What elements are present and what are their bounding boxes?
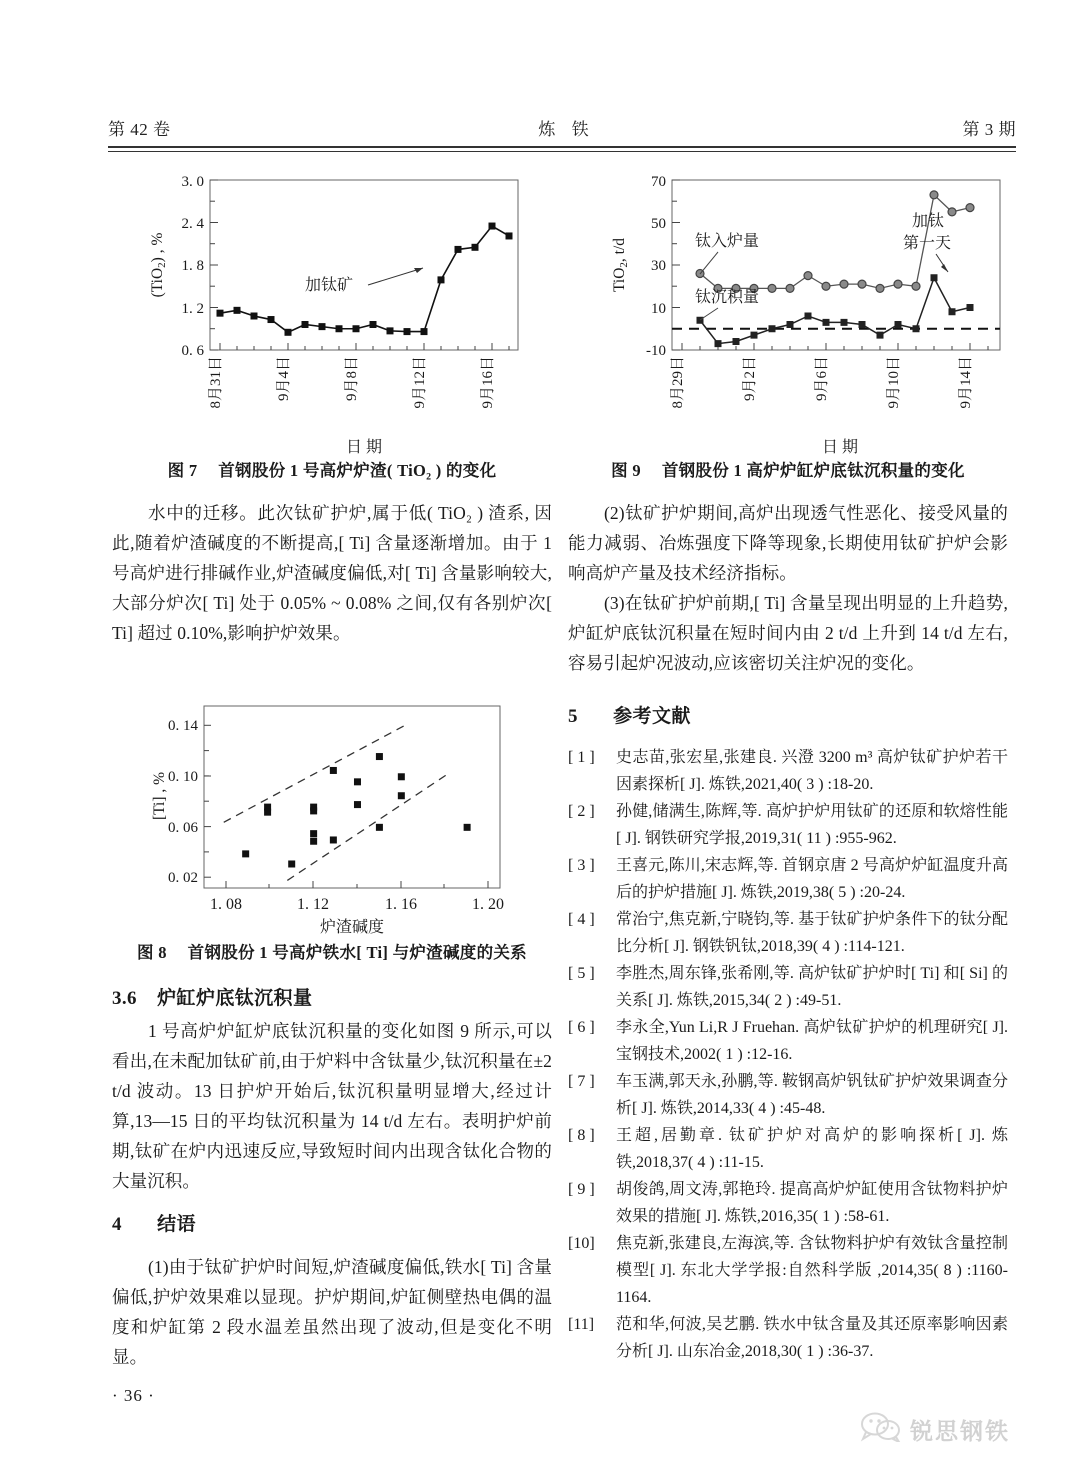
body-paragraph-2: 1 号高炉炉缸炉底钛沉积量的变化如图 9 所示,可以看出,在未配加钛矿前,由于炉料中含钛量少,钛沉积量在±2 t/d 波动。13 日护炉开始后,钛沉积量明显增大,经过计算,13—15 日的平均钛沉积量为 14 t/d 左右。表明护炉前期,钛矿在炉内迅速反应,导致短时间内出现含钛化合物的大量沉积。 [112,1021,552,1191]
data-point-marker [841,319,848,326]
journal-title: 炼 铁 [538,119,595,139]
reference-text: 范和华,何波,吴艺鹏. 铁水中钛含量及其还原率影响因素分析[ J]. 山东冶金,2018,30( 1 ) :36-37. [616,1316,1008,1360]
data-point-marker [302,321,309,328]
svg-text:加钛: 加钛 [912,213,945,230]
data-point-marker [310,807,317,814]
fig7-ytick-18: 1. 8 [181,258,204,274]
reference-item [568,960,1008,1014]
section-4-title: 结语 [157,1214,196,1235]
reference-item [568,1176,1008,1230]
figure-7-caption-text: 首钢股份 1 号高炉炉渣( TiO₂ ) 的变化 [218,461,497,480]
data-point-marker [822,282,830,290]
figure-8-caption-text: 首钢股份 1 号高炉铁水[ Ti] 与炉渣碱度的关系 [187,943,527,962]
reference-tag: [11] [568,1316,595,1333]
data-point-marker [285,329,292,336]
reference-text: 孙健,储满生,陈辉,等. 高炉护炉用钛矿的还原和软熔性能[ J]. 钢铁研究学报,2019,31( 11 ) :955-962. [616,803,1008,847]
fig7-svg [140,168,540,460]
figure-9-caption-text: 首钢股份 1 高炉炉缸炉底钛沉积量的变化 [661,461,965,480]
fig8-ytick-010: 0. 10 [168,769,198,785]
data-point-marker [895,321,902,328]
fig9-ytick-50: 50 [651,216,666,232]
reference-item [568,1311,1008,1365]
watermark-label: 锐思钢铁 [910,1419,1010,1445]
left-column-bottom [112,1208,552,1398]
section-5-heading [568,700,1008,734]
reference-item [568,1014,1008,1068]
reference-tag: [ 4 ] [568,911,595,928]
figure-8-caption [112,940,552,966]
figure-8-label: 图 8 [137,943,167,962]
fig8-xtick-108: 1. 08 [210,896,242,913]
figure-7-label: 图 7 [167,461,198,480]
data-point-marker [264,809,271,816]
page-number: · 36 · [112,1386,155,1405]
data-point-marker [912,282,920,290]
data-point-marker [967,304,974,311]
fig7-ytick-12: 1. 2 [181,301,204,317]
fig9-xtick-1: 9月2日 [742,356,758,402]
body-paragraph-1: 水中的迁移。此次钛矿护炉,属于低( TiO₂ ) 渣系, 因此,随着炉渣碱度的不断提高,[ Ti] 含量逐渐增加。由于 1 号高炉进行排碱作业,炉渣碱度偏低,对[ Ti] 含量影响较大,大部分炉次[ Ti] 处于 0.05% ~ 0.08% 之间,仅有各别炉次[ Ti] 超过 0.10%,影响护炉效果。 [112,503,552,643]
data-point-marker [398,792,405,799]
data-point-marker [715,340,722,347]
data-point-marker [823,319,830,326]
data-point-marker [217,310,224,317]
data-point-marker [354,778,361,785]
fig8-ytick-014: 0. 14 [168,718,198,734]
figure-9-label: 图 9 [611,461,641,480]
right-column-top [568,458,1008,1365]
data-point-marker [913,325,920,332]
reference-tag: [ 7 ] [568,1073,595,1090]
data-point-marker [948,208,956,216]
data-point-marker [506,232,513,239]
data-point-marker [336,325,343,332]
data-point-marker [387,327,394,334]
reference-text: 李永全,Yun Li,R J Fruehan. 高炉钛矿护炉的机理研究[ J]. 宝钢技术,2002( 1 ) :12-16. [616,1019,1008,1063]
reference-item [568,1068,1008,1122]
data-point-marker [489,223,496,230]
fig8-xtick-116: 1. 16 [385,896,417,913]
fig8-xtick-120: 1. 20 [472,896,504,913]
fig9-x-axis-title: 日 期 [821,439,859,456]
svg-text:钛沉积量: 钛沉积量 [695,289,760,306]
reference-item [568,798,1008,852]
data-point-marker [931,274,938,281]
data-point-marker [398,773,405,780]
data-point-marker [438,276,445,283]
fig7-xtick-4: 9月16日 [480,356,496,409]
data-point-marker [464,824,471,831]
data-point-marker [234,307,241,314]
fig8-svg [152,696,552,938]
data-point-marker [242,850,249,857]
svg-text:钛入炉量: 钛入炉量 [695,233,760,250]
reference-text: 胡俊鸽,周文涛,郭艳玲. 提高高炉炉缸使用含钛物料护炉效果的措施[ J]. 炼铁,2016,35( 1 ) :58-61. [616,1181,1008,1225]
reference-item [568,744,1008,798]
section-3-6-heading [112,982,552,1016]
fig7-xtick-1: 9月4日 [276,356,292,402]
wechat-icon [860,1412,902,1447]
reference-tag: [ 2 ] [568,803,595,820]
data-point-marker [751,332,758,339]
reference-tag: [ 6 ] [568,1019,595,1036]
reference-text: 车玉满,郭天永,孙鹏,等. 鞍钢高炉钒钛矿护炉效果调查分析[ J]. 炼铁,2014,33( 4 ) :45-48. [616,1073,1008,1117]
reference-list [568,744,1008,1365]
section-4-heading [112,1208,552,1242]
fig7-ytick-24: 2. 4 [181,216,204,232]
data-point-marker [268,316,275,323]
figure-7-chart [140,168,540,460]
conclusion-1: (1)由于钛矿护炉时间短,炉渣碱度偏低,铁水[ Ti] 含量偏低,护炉效果难以显现。护炉期间,炉缸侧壁热电偶的温度和炉缸第 2 段水温差虽然出现了波动,但是变化不明显。 [112,1257,552,1367]
fig9-y-axis-title: TiO2, t/d [611,237,630,293]
section-3-6-title: 炉缸炉底钛沉积量 [157,988,313,1009]
fig7-xtick-2: 9月8日 [344,356,360,402]
fig7-y-axis-title: (TiO2) , % [149,232,168,298]
data-point-marker [769,325,776,332]
data-point-marker [455,246,462,253]
reference-text: 常治宁,焦克新,宁晓钧,等. 基于钛矿护炉条件下的钛分配比分析[ J]. 钢铁钒钛,2018,39( 4 ) :114-121. [616,911,1008,955]
data-point-marker [330,767,337,774]
data-point-marker [354,801,361,808]
data-point-marker [404,328,411,335]
data-point-marker [353,325,360,332]
fig7-annotation-label: 加钛矿 [305,277,354,294]
section-5-number: 5 [568,706,578,727]
data-point-marker [733,338,740,345]
fig8-x-axis-title: 炉渣碱度 [319,919,385,936]
fig7-xtick-3: 9月12日 [412,356,428,409]
fig7-ytick-30: 3. 0 [181,174,204,190]
figure-9-caption [568,458,1008,484]
fig8-ytick-006: 0. 06 [168,820,198,836]
fig9-ytick-m10: -10 [646,343,666,359]
figure-9-chart [600,168,1020,460]
data-point-marker [876,284,884,292]
fig7-ytick-06: 0. 6 [181,343,204,359]
section-3-6-number: 3.6 [112,988,137,1009]
data-point-marker [805,313,812,320]
reference-text: 焦克新,张建良,左海滨,等. 含钛物料护炉有效钛含量控制模型[ J]. 东北大学学报:自然科学版 ,2014,35( 8 ) :1160-1164. [616,1235,1008,1306]
data-point-marker [966,204,974,212]
fig9-xtick-4: 9月14日 [958,356,974,409]
fig8-xtick-112: 1. 12 [297,896,329,913]
left-column-middle [112,940,552,1200]
section-4-number: 4 [112,1214,122,1235]
reference-item [568,852,1008,906]
fig9-ytick-30: 30 [651,258,666,274]
data-point-marker [787,321,794,328]
fig8-y-axis-title: [Ti] , % [152,771,168,821]
reference-tag: [ 8 ] [568,1127,595,1144]
reference-tag: [ 5 ] [568,965,595,982]
reference-tag: [10] [568,1235,595,1252]
data-point-marker [949,308,956,315]
fig9-xtick-0: 8月29日 [670,356,686,409]
section-5-title: 参考文献 [613,706,691,727]
fig8-ytick-002: 0. 02 [168,870,198,886]
data-point-marker [894,280,902,288]
data-point-marker [768,284,776,292]
reference-text: 王超,居勤章. 钛矿护炉对高炉的影响探析[ J]. 炼铁,2018,37( 4 ) :11-15. [616,1127,1008,1171]
reference-item [568,1230,1008,1311]
data-point-marker [421,328,428,335]
fig9-ytick-70: 70 [651,174,666,190]
left-column-top [112,458,552,688]
data-point-marker [930,191,938,199]
reference-text: 李胜杰,周东锋,张希刚,等. 高炉钛矿护炉时[ Ti] 和[ Si] 的关系[ J]. 炼铁,2015,34( 2 ) :49-51. [616,965,1008,1009]
header-rule-thick [108,146,1016,148]
svg-text:第一天: 第一天 [903,235,952,252]
reference-tag: [ 3 ] [568,857,595,874]
figure-8-chart [152,696,552,938]
fig9-xtick-2: 9月6日 [814,356,830,402]
conclusion-2: (2)钛矿护炉期间,高炉出现透气性恶化、接受风量的能力减弱、冶炼强度下降等现象,长期使用钛矿护炉会影响高炉产量及技术经济指标。 [568,503,1008,583]
reference-text: 王喜元,陈川,宋志辉,等. 首钢京唐 2 号高炉炉缸温度升高后的护炉措施[ J]. 炼铁,2019,38( 5 ) :20-24. [616,857,1008,901]
running-head [108,112,1016,142]
fig7-x-axis-title: 日 期 [345,439,383,456]
data-point-marker [376,824,383,831]
data-point-marker [330,836,337,843]
fig7-xtick-0: 8月31日 [208,356,224,409]
data-point-marker [859,321,866,328]
data-point-marker [472,244,479,251]
header-rule-thin [108,151,1016,152]
watermark [860,1412,1010,1447]
reference-tag: [ 9 ] [568,1181,595,1198]
issue-label: 第 3 期 [962,119,1016,139]
conclusion-3: (3)在钛矿护炉前期,[ Ti] 含量呈现出明显的上升趋势,炉缸炉底钛沉积量在短时间内由 2 t/d 上升到 14 t/d 左右,容易引起炉况波动,应该密切关注炉况的变化。 [568,593,1008,673]
volume-label: 第 42 卷 [108,119,171,139]
data-point-marker [319,323,326,330]
data-point-marker [310,830,317,837]
fig9-ytick-10: 10 [651,301,666,317]
data-point-marker [858,280,866,288]
data-point-marker [310,838,317,845]
data-point-marker [804,272,812,280]
data-point-marker [370,321,377,328]
figure-7-caption [112,458,552,484]
data-point-marker [251,313,258,320]
fig9-xtick-3: 9月10日 [886,356,902,409]
reference-item [568,906,1008,960]
data-point-marker [288,860,295,867]
data-point-marker [376,753,383,760]
reference-tag: [ 1 ] [568,749,595,766]
data-point-marker [786,284,794,292]
reference-text: 史志苗,张宏星,张建良. 兴澄 3200 m³ 高炉钛矿护炉若干因素探析[ J]. 炼铁,2021,40( 3 ) :18-20. [616,749,1008,793]
data-point-marker [840,280,848,288]
fig9-svg [600,168,1020,460]
reference-item [568,1122,1008,1176]
data-point-marker [877,332,884,339]
